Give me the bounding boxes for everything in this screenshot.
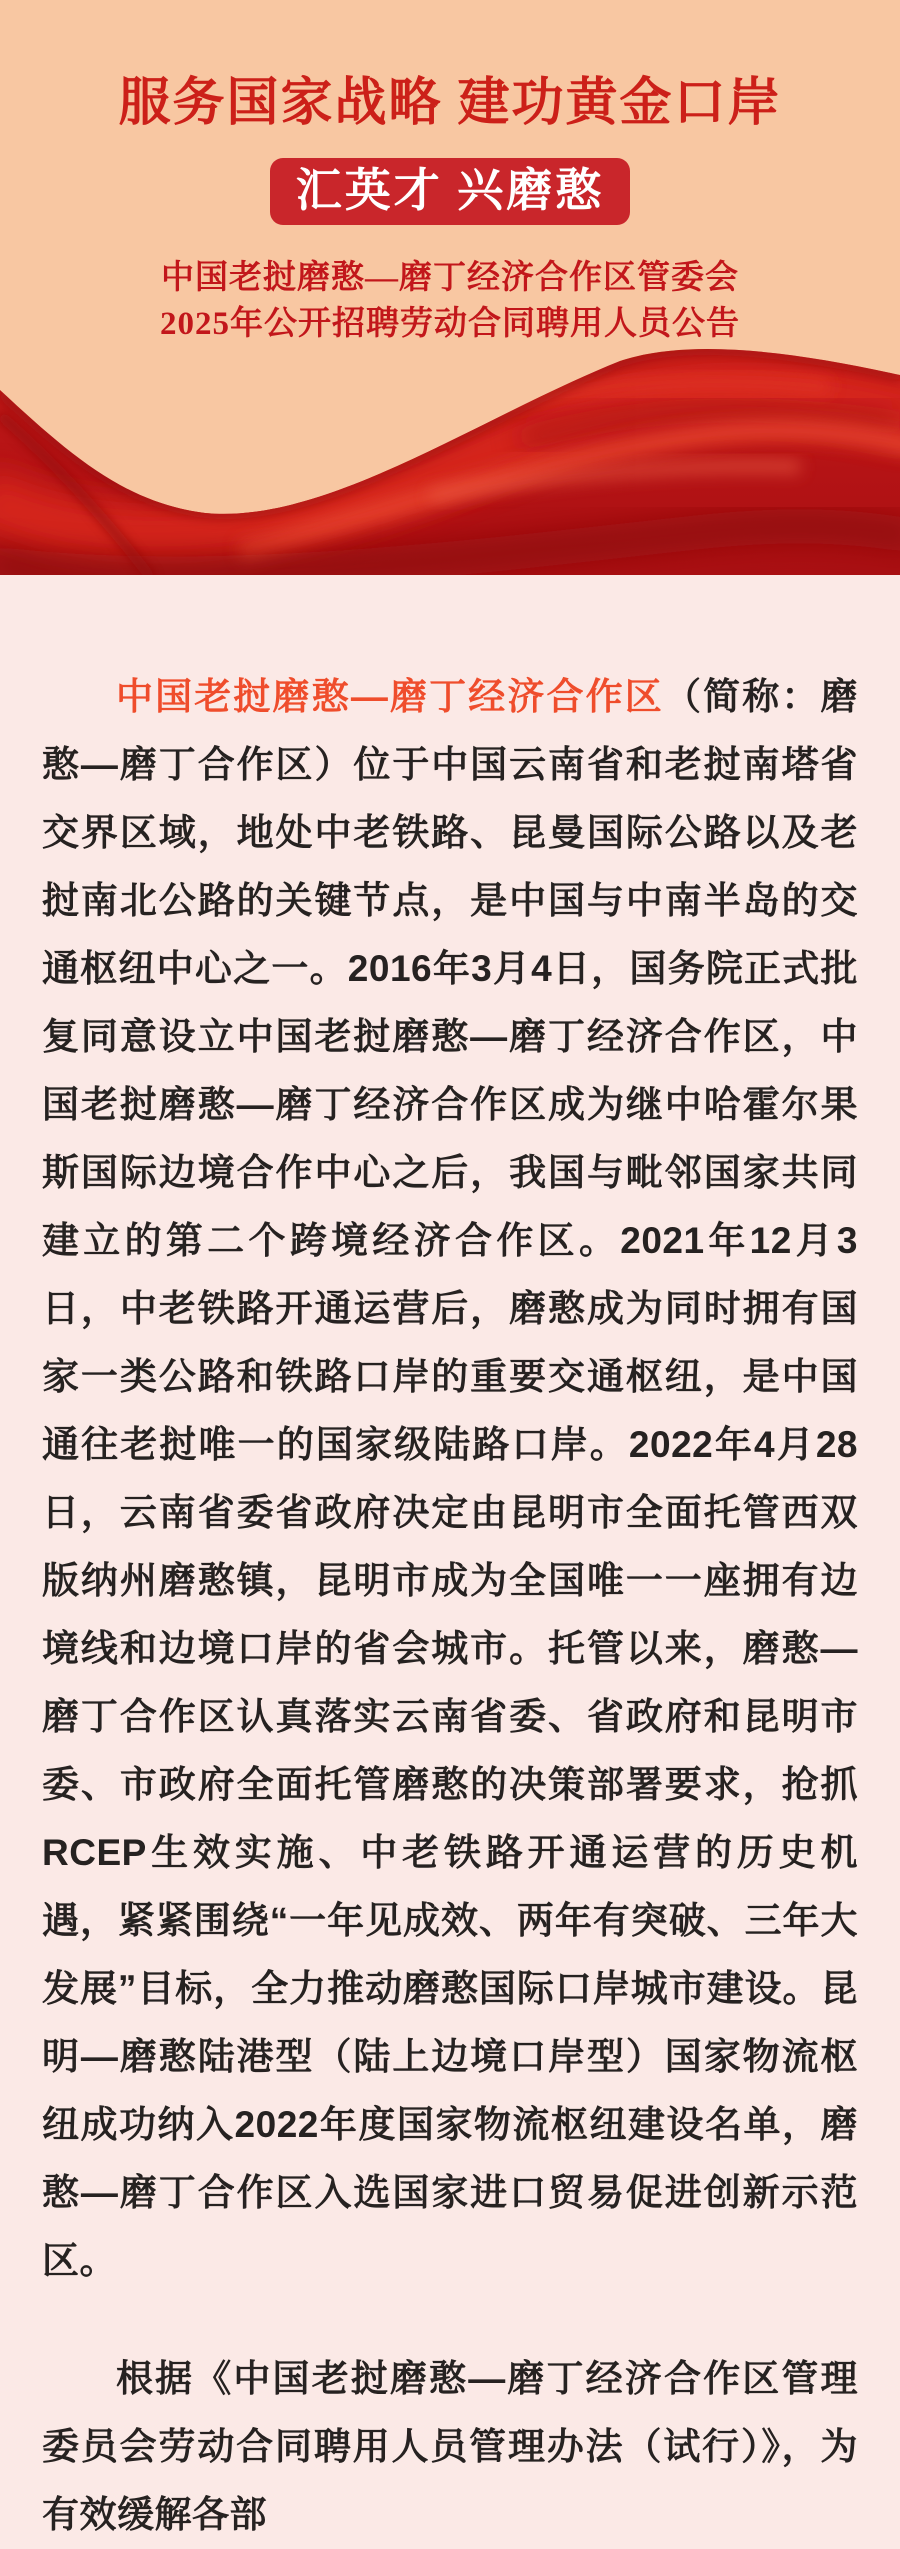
org-subtitle-block	[0, 255, 900, 347]
org-name-line: 中国老挝磨憨—磨丁经济合作区管委会	[161, 260, 739, 296]
red-silk-ribbon-graphic	[0, 345, 900, 575]
announcement-title-line: 2025年公开招聘劳动合同聘用人员公告	[160, 306, 740, 342]
basis-paragraph: 根据《中国老挝磨憨—磨丁经济合作区管理委员会劳动合同聘用人员管理办法（试行）》，为有效缓解各部	[42, 2358, 858, 2535]
poster-header	[0, 0, 900, 575]
slogan-badge: 汇英才 兴磨憨	[270, 158, 631, 225]
intro-paragraph-text: （简称：磨憨—磨丁合作区）位于中国云南省和老挝南塔省交界区域，地处中老铁路、昆曼国际公路以及老挝南北公路的关键节点，是中国与中南半岛的交通枢纽中心之一。2016年3月4日，国务院正式批复同意设立中国老挝磨憨—磨丁经济合作区，中国老挝磨憨—磨丁经济合作区成为继中哈霍尔果斯国际边境合作中心之后，我国与毗邻国家共同建立的第二个跨境经济合作区。2021年12月3日，中老铁路开通运营后，磨憨成为同时拥有国家一类公路和铁路口岸的重要交通枢纽，是中国通往老挝唯一的国家级陆路口岸。2022年4月28日，云南省委省政府决定由昆明市全面托管西双版纳州磨憨镇，昆明市成为全国唯一一座拥有边境线和边境口岸的省会城市。托管以来，磨憨—磨丁合作区认真落实云南省委、省政府和昆明市委、市政府全面托管磨憨的决策部署要求，抢抓RCEP生效实施、中老铁路开通运营的历史机遇，紧紧围绕“一年见成效、两年有突破、三年大发展”目标，全力推动磨憨国际口岸城市建设。昆明—磨憨陆港型（陆上边境口岸型）国家物流枢纽成功纳入2022年度国家物流枢纽建设名单，磨憨—磨丁合作区入选国家进口贸易促进创新示范区。	[42, 676, 859, 2281]
poster-title: 服务国家战略 建功黄金口岸	[118, 75, 782, 132]
intro-paragraph	[42, 663, 858, 2295]
zone-name-highlight: 中国老挝磨憨—磨丁经济合作区	[116, 676, 664, 717]
poster-body	[0, 575, 900, 2549]
